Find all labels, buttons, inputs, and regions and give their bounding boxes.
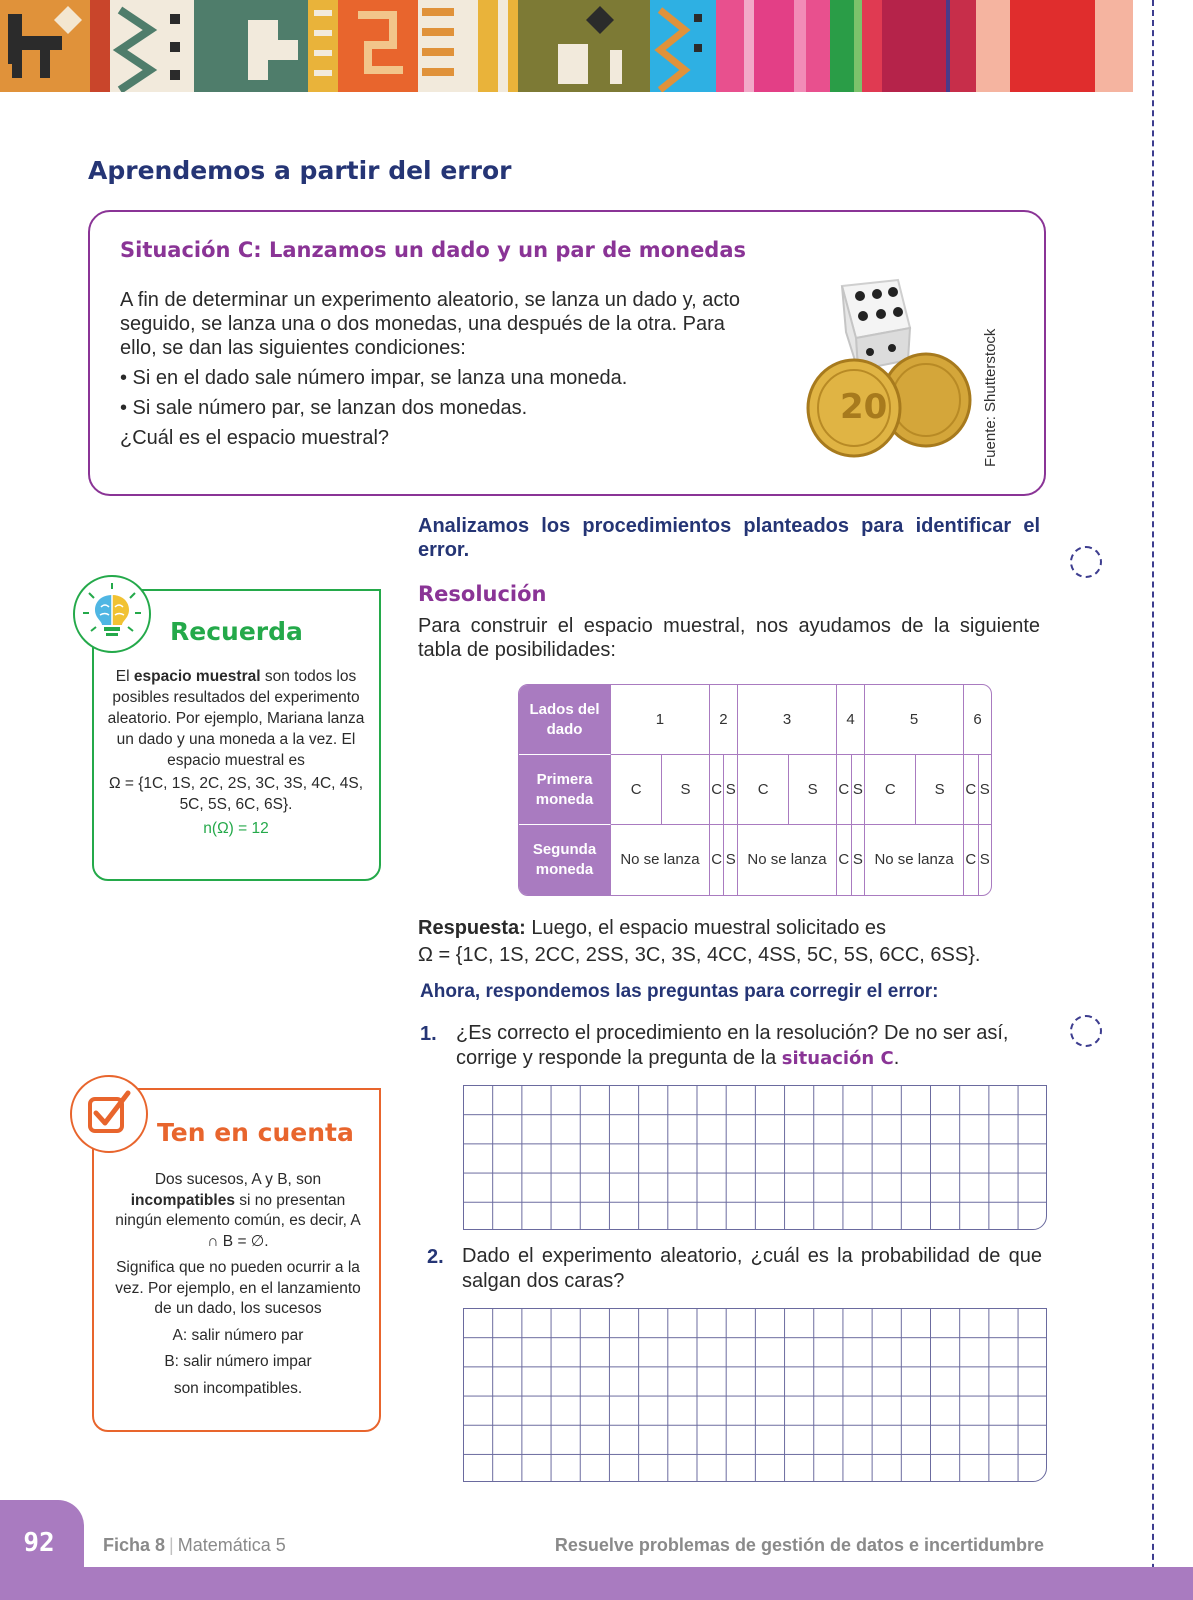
banner-strip	[1095, 0, 1133, 92]
ten-en-cuenta-icon-badge	[70, 1075, 148, 1153]
dashed-cut-line	[1152, 0, 1154, 1600]
ten-p1-pre: Dos sucesos, A y B, son	[154, 1171, 322, 1188]
coin-value-label: 20	[840, 387, 888, 427]
banner-strip	[950, 0, 976, 92]
question-text	[456, 1021, 1046, 1071]
banner-strip	[0, 0, 110, 92]
zigzag-pattern-icon	[110, 0, 228, 92]
not-thrown-cell: No se lanza	[738, 825, 837, 895]
recuerda-icon-badge	[73, 575, 151, 653]
die-face-cell: 5	[865, 685, 964, 755]
stripe-pattern-icon	[458, 0, 550, 92]
row-header: Lados del dado	[519, 685, 611, 755]
coin-cell: S	[724, 825, 738, 895]
banner-strip	[1010, 0, 1095, 92]
situation-bullet: • Si en el dado sale número impar, se lanza una moneda.	[120, 367, 628, 389]
coin-cell: C	[964, 755, 979, 825]
situation-question: ¿Cuál es el espacio muestral?	[120, 427, 390, 449]
situation-bullet: • Si sale número par, se lanzan dos monedas.	[120, 397, 528, 419]
not-thrown-cell: No se lanza	[865, 825, 964, 895]
photo-credit: Fuente: Shutterstock	[982, 328, 999, 467]
situation-reference: situación C	[781, 1048, 894, 1069]
banner-strip	[458, 0, 550, 92]
coin-cell: S	[852, 755, 866, 825]
coin-cell: S	[789, 755, 837, 825]
coin-cell: C	[710, 825, 725, 895]
footer-bar	[0, 1567, 1193, 1600]
dice-and-coins-image	[780, 272, 980, 472]
answer-label: Respuesta:	[418, 917, 526, 939]
die-face-cell: 4	[837, 685, 865, 755]
banner-strip	[830, 0, 854, 92]
stair-pattern-icon	[228, 0, 338, 92]
question-number: 1.	[420, 1023, 437, 1045]
banner-strip	[550, 0, 650, 92]
spiral-pattern-icon	[338, 0, 458, 92]
recuerda-cardinal: n(Ω) = 12	[203, 820, 269, 837]
punch-hole-marker	[1070, 1015, 1102, 1047]
die-face-cell: 1	[611, 685, 710, 755]
ten-event-b: B: salir número impar	[164, 1353, 312, 1370]
row-header: Primera moneda	[519, 755, 611, 825]
die-face-cell: 3	[738, 685, 837, 755]
coin-cell: S	[852, 825, 866, 895]
coin-cell: S	[662, 755, 710, 825]
question-number: 2.	[427, 1246, 444, 1268]
coin-cell: S	[724, 755, 738, 825]
brain-lightbulb-icon	[75, 577, 149, 651]
analysis-instruction: Analizamos los procedimientos planteados para identificar el error.	[418, 515, 1040, 561]
banner-strip	[716, 0, 744, 92]
answer-block	[418, 915, 1058, 969]
footer-ficha: Ficha 8	[103, 1535, 166, 1555]
recuerda-text-post: son todos los posibles resultados del experimento aleatorio. Por ejemplo, Mariana lanza un dado y una moneda a la vez. El espacio muestral es	[107, 668, 365, 769]
question-1-end: .	[893, 1047, 900, 1069]
answer-grid-2[interactable]	[463, 1308, 1047, 1482]
possibilities-table	[518, 684, 992, 896]
recuerda-text	[106, 666, 366, 839]
llama-pattern-icon	[0, 0, 110, 92]
banner-strip	[338, 0, 458, 92]
checkbox-icon	[72, 1077, 146, 1151]
wave-pattern-icon	[650, 0, 716, 92]
banner-strip	[976, 0, 1010, 92]
table-row	[519, 755, 991, 825]
footer-book: Matemática 5	[177, 1535, 286, 1555]
coin-cell: C	[964, 825, 979, 895]
footer-competence: Resuelve problemas de gestión de datos e incertidumbre	[554, 1535, 1044, 1555]
coin-cell: S	[916, 755, 964, 825]
banner-strip	[882, 0, 946, 92]
situation-text	[120, 288, 760, 450]
situation-title: Situación C: Lanzamos un dado y un par de monedas	[120, 238, 747, 262]
page-title: Aprendemos a partir del error	[88, 156, 512, 185]
ten-p1-post: si no presentan ningún elemento común, es decir, A ∩ B = ∅.	[115, 1191, 361, 1250]
die-face-cell: 2	[710, 685, 738, 755]
banner-strip	[744, 0, 754, 92]
table-row	[519, 825, 991, 895]
coin-cell: C	[611, 755, 662, 825]
answer-omega: Ω = {1C, 1S, 2CC, 2SS, 3C, 3S, 4CC, 4SS, 5C, 5S, 6CC, 6SS}.	[418, 944, 981, 966]
situation-paragraph: A fin de determinar un experimento aleatorio, se lanza un dado y, acto seguido, se lanza una o dos monedas, una después de la otra. Para ello, se dan las siguientes condiciones:	[120, 289, 741, 359]
coin-cell: C	[738, 755, 789, 825]
coin-cell: C	[710, 755, 725, 825]
situation-box	[88, 210, 1046, 496]
answer-text: Luego, el espacio muestral solicitado es	[525, 917, 887, 939]
ten-conclusion: son incompatibles.	[173, 1379, 303, 1397]
ten-en-cuenta-title: Ten en cuenta	[157, 1118, 354, 1147]
banner-strip	[794, 0, 806, 92]
banner-strip	[754, 0, 794, 92]
footer-book-info	[103, 1535, 286, 1556]
question-1-text: ¿Es correcto el procedimiento en la resolución? De no ser así, corrige y responde la pregunta de la	[456, 1022, 1009, 1069]
die-face-cell: 6	[964, 685, 991, 755]
coin-cell: S	[979, 851, 990, 868]
recuerda-title: Recuerda	[170, 617, 303, 646]
ten-event-a: A: salir número par	[172, 1326, 304, 1344]
row-header: Segunda moneda	[519, 825, 611, 895]
not-thrown-cell: No se lanza	[611, 825, 710, 895]
resolucion-text: Para construir el espacio muestral, nos ayudamos de la siguiente tabla de posibilidades:	[418, 615, 1040, 661]
recuerda-omega: Ω = {1C, 1S, 2C, 2S, 3C, 3S, 4C, 4S, 5C, 5S, 6C, 6S}.	[108, 775, 364, 813]
decorative-banner	[0, 0, 1193, 92]
recuerda-text-pre: El	[115, 668, 134, 685]
coin-cell: S	[979, 755, 991, 825]
banner-strip	[854, 0, 862, 92]
punch-hole-marker	[1070, 546, 1102, 578]
coin-cell: C	[865, 755, 916, 825]
ten-term: incompatibles	[130, 1191, 235, 1209]
banner-strip	[110, 0, 228, 92]
page-number: 92	[23, 1528, 55, 1558]
coin-cell: C	[837, 825, 852, 895]
ten-en-cuenta-text	[108, 1170, 368, 1405]
banner-strip	[862, 0, 882, 92]
footer-separator: |	[169, 1535, 174, 1555]
diamond-pattern-icon	[550, 0, 650, 92]
question-2-text: Dado el experimento aleatorio, ¿cuál es la probabilidad de que salgan dos caras?	[462, 1245, 1042, 1292]
banner-strip	[650, 0, 716, 92]
banner-strip	[228, 0, 338, 92]
coin-cell: C	[837, 755, 852, 825]
dice-icon	[842, 280, 910, 370]
coin-icon	[808, 360, 900, 456]
table-row	[519, 685, 991, 755]
banner-strip	[806, 0, 830, 92]
recuerda-term: espacio muestral	[133, 668, 261, 685]
resolucion-title: Resolución	[418, 582, 547, 606]
answer-grid-1[interactable]	[463, 1085, 1047, 1230]
ten-p2: Significa que no pueden ocurrir a la vez. Por ejemplo, en el lanzamiento de un dado, los sucesos	[115, 1259, 361, 1317]
correction-instruction: Ahora, respondemos las preguntas para corregir el error:	[420, 981, 939, 1002]
